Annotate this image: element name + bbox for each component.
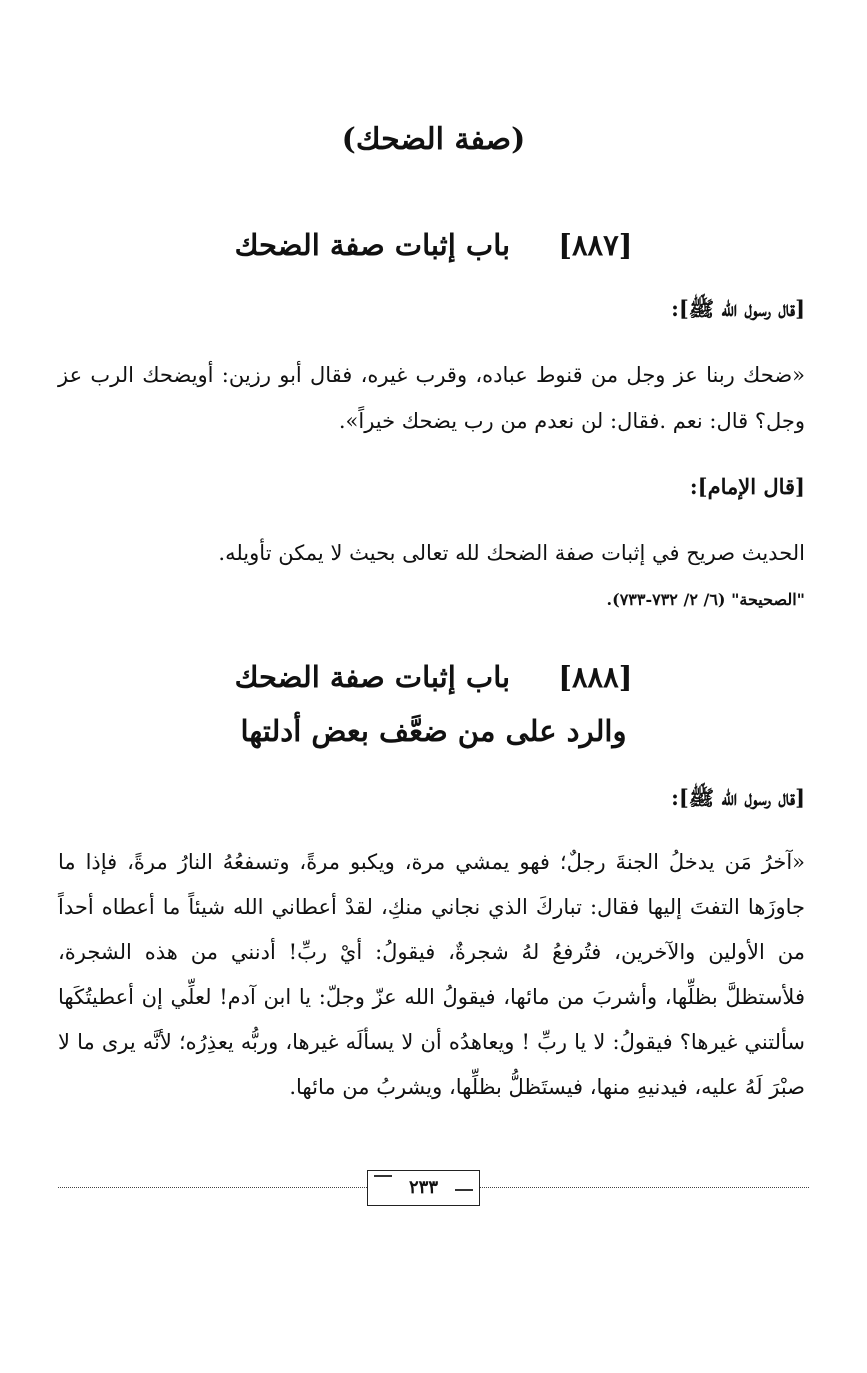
ornament-icon <box>374 1175 392 1187</box>
chapter-heading-888 <box>60 650 807 758</box>
hadith-text: «ضحك ربنا عز وجل من قنوط عباده، وقرب غيره، فقال أبو رزين: أويضحك الرب عز وجل؟ قال: نعم .فقال: لن نعدم من رب يضحك خيراً». <box>58 363 805 433</box>
chapter-number: [٨٨٧] <box>558 228 633 262</box>
footer-divider <box>58 1187 367 1188</box>
page-number: ٢٣٣ <box>408 1177 438 1198</box>
source-reference: "الصحيحة" (٦/ ٢/ ٧٣٢-٧٣٣). <box>606 590 805 609</box>
hadith-text: «آخرُ مَن يدخلُ الجنةَ رجلٌ؛ فهو يمشي مرة، ويكبو مرةً، وتسفعُهُ النارُ مرةً، فإذا ما جاوزَها التفتَ إليها فقال: تباركَ الذي نجاني منكِ، لقدْ أعطاني الله شيئاً ما أعطاه أحداً من الأولين والآخرين، فتُرفعُ لهُ شجرةٌ، فيقولُ: أيْ ربِّ! أدنني من هذه الشجرة، فلأستظلَّ بظلِّها، وأشربَ من مائها، فيقولُ الله عزّ وجلّ: يا ابن آدم! لعلِّي إن أعطيتُكَها سألتني غيرها؟ فيقولُ: لا يا ربِّ ! ويعاهدُه أن لا يسألَه غيرها، وربُّه يعذِرُه؛ لأنَّه يرى ما لا صبْرَ لَهُ عليه، فيدنيهِ منها، فيستَظلُّ بظلِّها، ويشربُ من مائها. <box>58 850 805 1099</box>
footer-divider <box>480 1187 809 1188</box>
chapter-title: باب إثبات صفة الضحك <box>234 228 511 262</box>
speaker-label-imam: [قال الإمام]: <box>689 474 805 499</box>
page-number-box <box>367 1170 480 1206</box>
chapter-title: باب إثبات صفة الضحك <box>234 660 511 694</box>
chapter-number: [٨٨٨] <box>558 660 633 694</box>
imam-comment: الحديث صريح في إثبات صفة الضحك لله تعالى بحيث لا يمكن تأويله. <box>218 541 805 565</box>
ornament-icon <box>455 1189 473 1201</box>
section-title: (صفة الضحك) <box>341 122 526 157</box>
speaker-label-prophet: [قال رسول الله ﷺ]: <box>671 785 805 810</box>
speaker-label-prophet: [قال رسول الله ﷺ]: <box>671 296 805 321</box>
chapter-heading-887 <box>60 218 807 272</box>
chapter-subtitle: والرد على من ضعَّف بعض أدلتها <box>240 714 627 748</box>
